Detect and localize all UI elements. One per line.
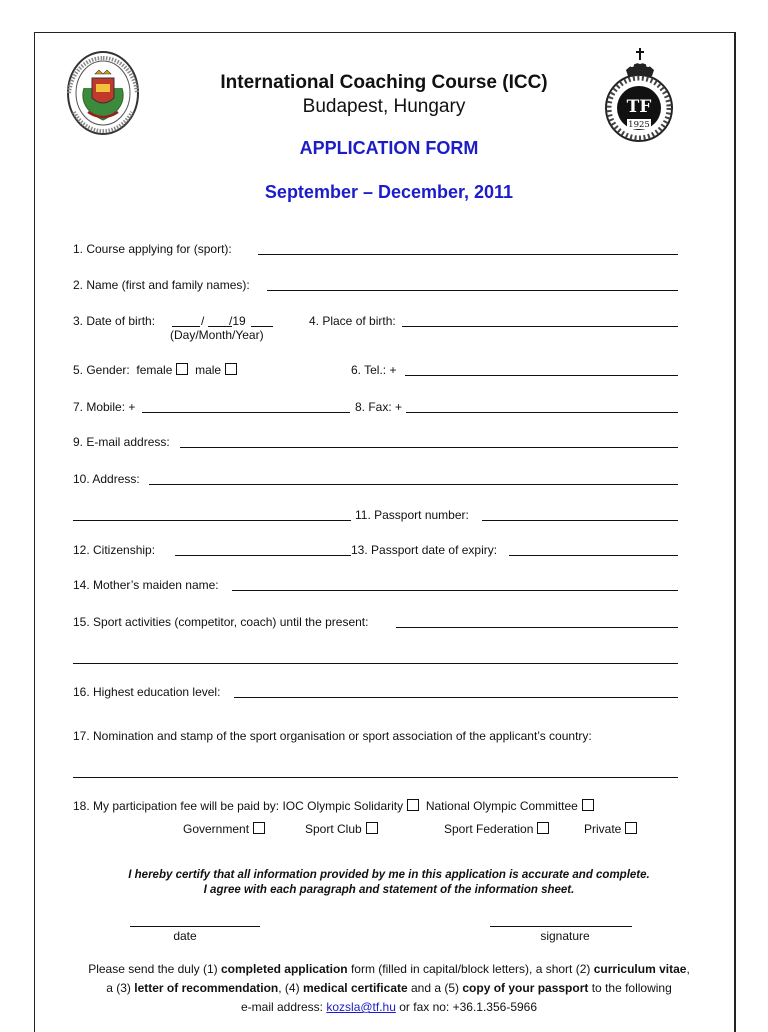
field-15-label: 15. Sport activities (competitor, coach) until the present:	[73, 615, 369, 629]
footer-bold-copy-of-passport: copy of your passport	[462, 981, 589, 995]
birth-day-input-line[interactable]	[172, 326, 200, 327]
fee-noc-checkbox[interactable]	[582, 799, 594, 811]
fee-sport-club-checkbox[interactable]	[366, 822, 378, 834]
field-9-email-input-line[interactable]	[180, 447, 678, 448]
form-title: APPLICATION FORM	[299, 138, 479, 158]
footer-text: a (3)	[106, 981, 135, 995]
field-4-place-input-line[interactable]	[402, 326, 678, 327]
birth-year-input-line[interactable]	[251, 326, 273, 327]
tf-logo-text: TF	[626, 97, 652, 117]
field-9-label: 9. E-mail address:	[73, 435, 170, 449]
date-input-line[interactable]	[130, 926, 260, 927]
signature-input-line[interactable]	[490, 926, 632, 927]
field-16-education-input-line[interactable]	[234, 697, 678, 698]
fee-private-option	[584, 822, 637, 836]
footer-instructions-line-3	[0, 1000, 768, 1014]
field-11-passport-input-line[interactable]	[482, 520, 678, 521]
fee-noc-label: National Olympic Committee	[425, 799, 578, 813]
field-12-label: 12. Citizenship:	[73, 543, 156, 557]
form-term: September – December, 2011	[264, 182, 514, 202]
fee-sport-club-label: Sport Club	[305, 822, 362, 836]
field-14-maiden-name-input-line[interactable]	[232, 590, 678, 591]
gender-female-label: female	[136, 363, 173, 377]
fee-ioc-checkbox[interactable]	[407, 799, 419, 811]
fee-private-checkbox[interactable]	[625, 822, 637, 834]
field-15-sport-activities-input-line[interactable]	[396, 627, 678, 628]
footer-text: Please send the duly (1)	[88, 962, 221, 976]
birth-year-prefix: /19	[229, 314, 246, 328]
footer-text: e-mail address:	[240, 1000, 327, 1014]
fee-sport-federation-option	[444, 822, 549, 836]
gender-male-label: male	[195, 363, 222, 377]
field-2-name-input-line[interactable]	[267, 290, 678, 291]
footer-text: to the following	[588, 981, 672, 995]
signature-label: signature	[540, 929, 590, 943]
certification-line-1: I hereby certify that all information provided by me in this application is accurate and complete.	[128, 869, 650, 881]
field-10-label: 10. Address:	[73, 472, 140, 486]
gender-label: 5. Gender:	[73, 363, 130, 377]
tf-logo-year: 1925	[628, 120, 650, 130]
field-5-label	[73, 363, 237, 377]
field-12-citizenship-input-line[interactable]	[175, 555, 351, 556]
birth-date-format-hint: (Day/Month/Year)	[170, 328, 264, 342]
gender-female-checkbox[interactable]	[176, 363, 188, 375]
footer-text: or fax no: +36.1.356-5966	[395, 1000, 538, 1014]
field-15-sport-activities-line-2[interactable]	[73, 663, 678, 664]
field-8-label: 8. Fax: +	[355, 400, 403, 414]
fee-sport-federation-checkbox[interactable]	[537, 822, 549, 834]
field-7-label: 7. Mobile: +	[73, 400, 136, 414]
footer-text: , (4)	[278, 981, 303, 995]
birth-date-slash: /	[201, 314, 205, 328]
fee-sport-club-option	[305, 822, 378, 836]
footer-text: ,	[686, 962, 690, 976]
fee-private-label: Private	[584, 822, 622, 836]
field-3-label: 3. Date of birth:	[73, 314, 156, 328]
fee-government-option	[183, 822, 265, 836]
field-10-address-input-line[interactable]	[149, 484, 678, 485]
gender-male-checkbox[interactable]	[225, 363, 237, 375]
footer-bold-medical-certificate: medical certificate	[302, 981, 408, 995]
field-8-fax-input-line[interactable]	[406, 412, 678, 413]
field-1-label: 1. Course applying for (sport):	[73, 242, 232, 256]
field-17-nomination-input-line[interactable]	[73, 777, 678, 778]
fee-payer-label: 18. My participation fee will be paid by: IOC Olympic Solidarity	[73, 799, 404, 813]
field-6-tel-input-line[interactable]	[405, 375, 678, 376]
course-title: International Coaching Course (ICC)	[220, 72, 548, 93]
field-13-expiry-input-line[interactable]	[509, 555, 678, 556]
fee-sport-federation-label: Sport Federation	[444, 822, 534, 836]
date-label: date	[173, 929, 197, 943]
field-14-label: 14. Mother’s maiden name:	[73, 578, 219, 592]
certification-line-2: I agree with each paragraph and statement of the information sheet.	[203, 884, 575, 896]
footer-text: and a (5)	[407, 981, 463, 995]
footer-bold-curriculum-vitae: curriculum vitae	[593, 962, 687, 976]
fee-government-label: Government	[183, 822, 250, 836]
course-city: Budapest, Hungary	[302, 96, 466, 117]
field-11-label: 11. Passport number:	[355, 508, 469, 522]
field-7-mobile-input-line[interactable]	[142, 412, 350, 413]
footer-instructions-line-1	[0, 962, 768, 976]
footer-instructions-line-2	[0, 981, 768, 995]
footer-bold-completed-application: completed application	[220, 962, 348, 976]
footer-bold-letter-of-recommendation: letter of recommendation	[134, 981, 279, 995]
field-6-label: 6. Tel.: +	[351, 363, 397, 377]
field-1-course-input-line[interactable]	[258, 254, 678, 255]
fee-government-checkbox[interactable]	[253, 822, 265, 834]
footer-text: form (filled in capital/block letters), a short (2)	[347, 962, 594, 976]
email-link[interactable]: kozsla@tf.hu	[326, 1000, 396, 1014]
field-4-label: 4. Place of birth:	[309, 314, 396, 328]
field-16-label: 16. Highest education level:	[73, 685, 221, 699]
field-2-label: 2. Name (first and family names):	[73, 278, 250, 292]
field-13-label: 13. Passport date of expiry:	[351, 543, 498, 557]
field-18-label	[73, 799, 594, 813]
field-17-label: 17. Nomination and stamp of the sport organisation or sport association of the applicant’s country:	[73, 729, 592, 743]
field-10-address-line-2[interactable]	[73, 520, 351, 521]
